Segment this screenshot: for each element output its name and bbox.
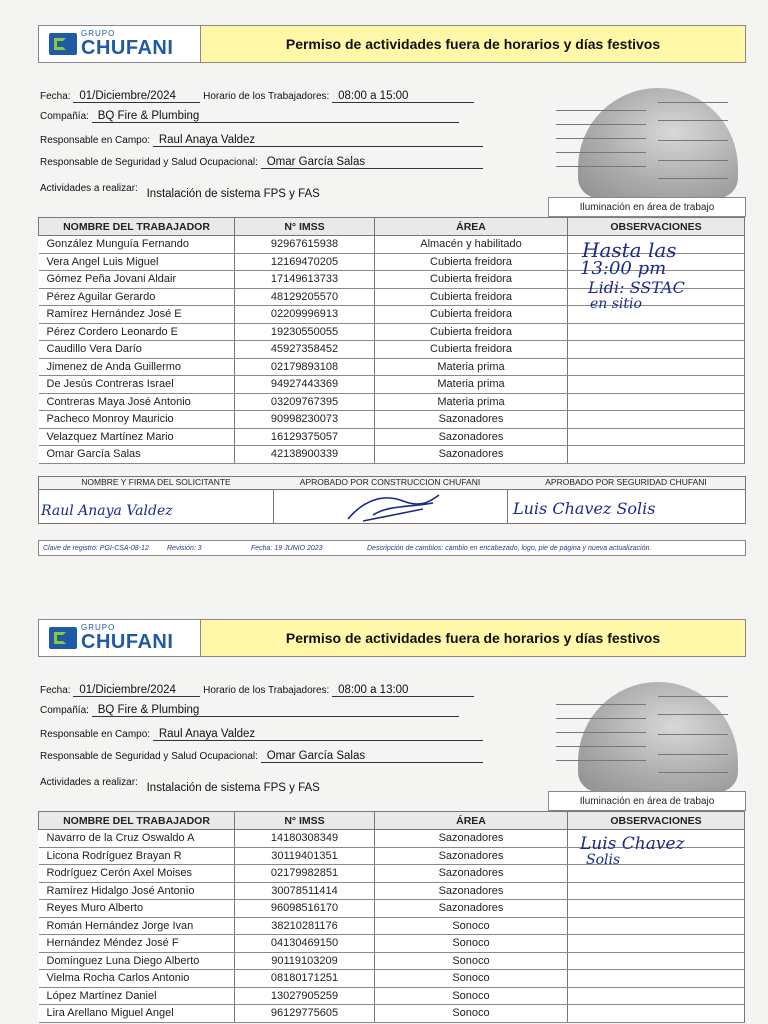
worker-imss: 19230550055 (235, 323, 375, 341)
col-observaciones: OBSERVACIONES (568, 812, 745, 830)
worker-area: Sazonadores (375, 882, 568, 900)
responsable-campo-field (40, 134, 483, 147)
worker-imss: 13027905259 (235, 987, 375, 1005)
illumination-disc (578, 682, 738, 792)
form-footer (38, 540, 746, 556)
horario-label: Horario de los Trabajadores: (203, 91, 330, 102)
worker-imss: 90998230073 (235, 411, 375, 429)
worker-observacion (568, 882, 745, 900)
responsable-campo-value: Raul Anaya Valdez (153, 134, 483, 147)
worker-area: Cubierta freidora (375, 271, 568, 289)
col-area: ÁREA (375, 218, 568, 236)
table-row (39, 865, 745, 883)
actividades-field (40, 776, 471, 794)
worker-imss: 38210281176 (235, 917, 375, 935)
col-nombre: NOMBRE DEL TRABAJADOR (39, 812, 235, 830)
worker-observacion (568, 323, 745, 341)
worker-observacion (568, 987, 745, 1005)
worker-area: Sazonadores (375, 830, 568, 848)
responsable-seguridad-field (40, 750, 483, 763)
worker-name: González Munguía Fernando (39, 236, 235, 254)
table-row (39, 428, 745, 446)
worker-observacion (568, 900, 745, 918)
sig-construccion-label: APROBADO POR CONSTRUCCION CHUFANI (273, 477, 507, 490)
worker-name: Licona Rodríguez Brayan R (39, 847, 235, 865)
responsable-seguridad-value: Omar García Salas (261, 750, 483, 763)
worker-area: Sazonadores (375, 847, 568, 865)
worker-imss: 30078511414 (235, 882, 375, 900)
illumination-chart (548, 674, 744, 789)
worker-imss: 96098516170 (235, 900, 375, 918)
worker-area: Cubierta freidora (375, 288, 568, 306)
worker-imss: 14180308349 (235, 830, 375, 848)
worker-name: De Jesús Contreras Israel (39, 376, 235, 394)
table-row (39, 917, 745, 935)
form-title: Permiso de actividades fuera de horarios y días festivos (201, 620, 745, 656)
worker-area: Sonoco (375, 970, 568, 988)
worker-observacion (568, 411, 745, 429)
responsable-campo-value: Raul Anaya Valdez (153, 728, 483, 741)
observacion-handwritten-1: Hasta las (582, 238, 677, 262)
worker-imss: 90119103209 (235, 952, 375, 970)
actividades-value: Instalación de sistema FPS y FAS (146, 188, 320, 200)
table-row (39, 376, 745, 394)
worker-name: Reyes Muro Alberto (39, 900, 235, 918)
worker-imss: 02179982851 (235, 865, 375, 883)
worker-area: Sonoco (375, 935, 568, 953)
chufani-logo (39, 620, 201, 656)
worker-area: Cubierta freidora (375, 341, 568, 359)
worker-name: Ramírez Hernández José E (39, 306, 235, 324)
worker-name: Pérez Cordero Leonardo E (39, 323, 235, 341)
horario-label: Horario de los Trabajadores: (203, 685, 330, 696)
worker-name: Velazquez Martínez Mario (39, 428, 235, 446)
worker-imss: 12169470205 (235, 253, 375, 271)
worker-imss: 48129205570 (235, 288, 375, 306)
worker-area: Cubierta freidora (375, 253, 568, 271)
responsable-seguridad-label: Responsable de Seguridad y Salud Ocupacional: (40, 157, 258, 168)
worker-name: Gómez Peña Jovani Aldair (39, 271, 235, 289)
logo-grupo-text: GRUPO (81, 29, 116, 38)
table-row (39, 446, 745, 464)
actividades-label: Actividades a realizar: (40, 777, 138, 788)
worker-area: Sazonadores (375, 411, 568, 429)
table-row (39, 358, 745, 376)
fecha-value: 01/Diciembre/2024 (73, 684, 200, 697)
chufani-logo (39, 26, 201, 62)
table-row (39, 952, 745, 970)
table-row (39, 1005, 745, 1023)
worker-name: Omar García Salas (39, 446, 235, 464)
worker-observacion (568, 446, 745, 464)
sig-solicitante-label: NOMBRE Y FIRMA DEL SOLICITANTE (39, 477, 273, 490)
worker-observacion (568, 428, 745, 446)
table-row (39, 987, 745, 1005)
worker-imss: 02179893108 (235, 358, 375, 376)
illumination-caption: Iluminación en área de trabajo (548, 791, 746, 811)
responsable-campo-label: Responsable en Campo: (40, 729, 151, 740)
worker-name: Navarro de la Cruz Oswaldo A (39, 830, 235, 848)
responsable-seguridad-value: Omar García Salas (261, 156, 483, 169)
worker-area: Cubierta freidora (375, 323, 568, 341)
worker-observacion (568, 393, 745, 411)
worker-imss: 96129775605 (235, 1005, 375, 1023)
worker-area: Almacén y habilitado (375, 236, 568, 254)
logo-name-text: CHUFANI (81, 631, 174, 653)
worker-name: Pacheco Monroy Mauricio (39, 411, 235, 429)
worker-name: Rodríguez Cerón Axel Moises (39, 865, 235, 883)
footer-fecha: Fecha: 19 JUNIO 2023 (251, 544, 323, 552)
worker-area: Materia prima (375, 376, 568, 394)
worker-observacion (568, 935, 745, 953)
table-row (39, 323, 745, 341)
worker-name: Jimenez de Anda Guillermo (39, 358, 235, 376)
logo-name-text: CHUFANI (81, 37, 174, 59)
table-row (39, 411, 745, 429)
worker-imss: 30119401351 (235, 847, 375, 865)
signature-construccion-scribble (343, 491, 443, 523)
logo-grupo-text: GRUPO (81, 623, 116, 632)
horario-value: 08:00 a 13:00 (332, 684, 474, 697)
worker-imss: 45927358452 (235, 341, 375, 359)
horario-value: 08:00 a 15:00 (332, 90, 474, 103)
col-imss: N° IMSS (235, 812, 375, 830)
worker-name: Ramírez Hidalgo José Antonio (39, 882, 235, 900)
worker-area: Sazonadores (375, 900, 568, 918)
responsable-campo-field (40, 728, 483, 741)
worker-imss: 04130469150 (235, 935, 375, 953)
col-imss: N° IMSS (235, 218, 375, 236)
actividades-value: Instalación de sistema FPS y FAS (146, 782, 320, 794)
worker-imss: 16129375057 (235, 428, 375, 446)
worker-area: Sonoco (375, 1005, 568, 1023)
worker-observacion (568, 970, 745, 988)
compania-field (40, 704, 459, 717)
worker-imss: 94927443369 (235, 376, 375, 394)
worker-observacion (568, 376, 745, 394)
table-row (39, 900, 745, 918)
illumination-chart (548, 80, 744, 195)
footer-clave: Clave de registro: PGI-CSA-08-12 (43, 544, 149, 552)
table-row (39, 341, 745, 359)
fecha-field (40, 684, 474, 697)
actividades-field (40, 182, 471, 200)
table-row (39, 970, 745, 988)
worker-observacion (568, 341, 745, 359)
permit-form-2 (0, 594, 768, 1024)
chufani-logo-icon (49, 627, 77, 649)
worker-name: Caudillo Vera Darío (39, 341, 235, 359)
worker-observacion (568, 917, 745, 935)
worker-area: Cubierta freidora (375, 306, 568, 324)
worker-name: Vera Angel Luis Miguel (39, 253, 235, 271)
worker-name: Román Hernández Jorge Ivan (39, 917, 235, 935)
worker-name: Lira Arellano Miguel Angel (39, 1005, 235, 1023)
fecha-field (40, 90, 474, 103)
compania-value: BQ Fire & Plumbing (92, 704, 459, 717)
worker-imss: 17149613733 (235, 271, 375, 289)
footer-revision: Revisión: 3 (167, 544, 202, 552)
table-row (39, 935, 745, 953)
signatures-box (38, 476, 746, 524)
worker-area: Materia prima (375, 358, 568, 376)
table-row (39, 393, 745, 411)
responsable-seguridad-field (40, 156, 483, 169)
observacion-handwritten-1: Luis Chavez (580, 834, 685, 854)
worker-area: Materia prima (375, 393, 568, 411)
worker-observacion (568, 358, 745, 376)
worker-imss: 92967615938 (235, 236, 375, 254)
worker-observacion (568, 1005, 745, 1023)
worker-name: Contreras Maya José Antonio (39, 393, 235, 411)
compania-value: BQ Fire & Plumbing (92, 110, 459, 123)
worker-area: Sonoco (375, 952, 568, 970)
worker-observacion (568, 952, 745, 970)
compania-field (40, 110, 459, 123)
signature-seguridad: Luis Chavez Solis (513, 499, 656, 518)
fecha-value: 01/Diciembre/2024 (73, 90, 200, 103)
fecha-label: Fecha: (40, 685, 71, 696)
col-area: ÁREA (375, 812, 568, 830)
worker-name: Pérez Aguilar Gerardo (39, 288, 235, 306)
table-row (39, 882, 745, 900)
worker-name: Hernández Méndez José F (39, 935, 235, 953)
responsable-campo-label: Responsable en Campo: (40, 135, 151, 146)
compania-label: Compañía: (40, 705, 89, 716)
worker-name: Vielma Rocha Carlos Antonio (39, 970, 235, 988)
fecha-label: Fecha: (40, 91, 71, 102)
responsable-seguridad-label: Responsable de Seguridad y Salud Ocupacional: (40, 751, 258, 762)
actividades-label: Actividades a realizar: (40, 183, 138, 194)
col-nombre: NOMBRE DEL TRABAJADOR (39, 218, 235, 236)
worker-imss: 42138900339 (235, 446, 375, 464)
form-header (38, 619, 746, 657)
worker-name: López Martínez Daniel (39, 987, 235, 1005)
worker-imss: 03209767395 (235, 393, 375, 411)
sig-seguridad-label: APROBADO POR SEGURIDAD CHUFANI (507, 477, 745, 490)
form-title: Permiso de actividades fuera de horarios y días festivos (201, 26, 745, 62)
worker-imss: 08180171251 (235, 970, 375, 988)
worker-area: Sonoco (375, 917, 568, 935)
observacion-handwritten-4: en sitio (590, 296, 642, 312)
worker-area: Sazonadores (375, 446, 568, 464)
footer-descripcion: Descripción de cambios: cambio en encabezado, logo, pie de página y nueva actualización. (367, 544, 652, 552)
signature-solicitante: Raul Anaya Valdez (41, 503, 173, 519)
worker-area: Sazonadores (375, 865, 568, 883)
worker-area: Sazonadores (375, 428, 568, 446)
observacion-handwritten-2: 13:00 pm (580, 258, 667, 279)
worker-area: Sonoco (375, 987, 568, 1005)
form-header (38, 25, 746, 63)
worker-name: Domínguez Luna Diego Alberto (39, 952, 235, 970)
observacion-handwritten-2: Solis (586, 852, 621, 868)
col-observaciones: OBSERVACIONES (568, 218, 745, 236)
chufani-logo-icon (49, 33, 77, 55)
observacion-handwritten-3: Lidi: SSTAC (588, 278, 685, 297)
illumination-disc (578, 88, 738, 198)
compania-label: Compañía: (40, 111, 89, 122)
worker-imss: 02209996913 (235, 306, 375, 324)
illumination-caption: Iluminación en área de trabajo (548, 197, 746, 217)
